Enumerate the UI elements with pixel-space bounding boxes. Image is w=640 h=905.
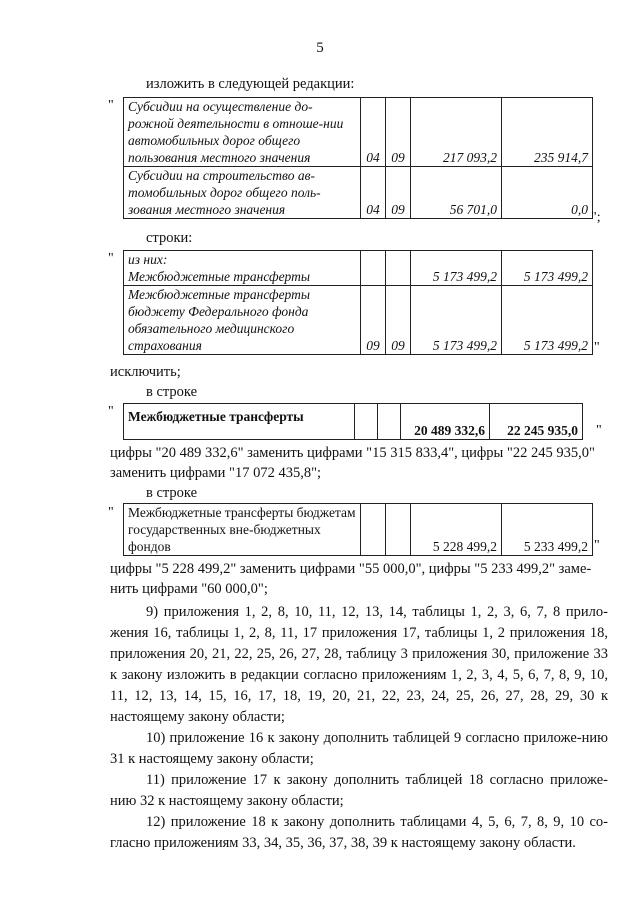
row-name-main: Межбюджетные трансферты <box>128 269 311 284</box>
table-transfers-total <box>123 403 583 440</box>
table-transfers <box>123 250 593 355</box>
row-value-1: 20 489 332,6 <box>401 404 490 440</box>
paragraph-9: 9) приложения 1, 2, 8, 10, 11, 12, 13, 14, таблицы 1, 2, 3, 6, 7, 8 прило-жения 16, таблицы 1, 2, 8, 11, 17 приложения 17, таблицы 1, 2 приложения 18, приложения 20, 21, 22, 25, 26, 27, 28, таблицу 3 приложения 30, приложение 33 к закону изложить в редакции согласно приложениям 1, 2, 3, 4, 5, 6, 7, 8, 9, 10, 11, 12, 13, 14, 15, 16, 17, 18, 19, 20, 21, 22, 23, 24, 25, 26, 27, 28, 29, 30 к настоящему закону области; <box>110 604 608 725</box>
row-name: Межбюджетные трансферты бюджету Федерального фонда обязательного медицинского страхования <box>124 286 361 355</box>
replace-text-1a: цифры "20 489 332,6" заменить цифрами "15 315 833,4", цифры "22 245 935,0" <box>110 445 595 461</box>
row-code-2: 09 <box>386 167 411 219</box>
table-row <box>124 504 593 556</box>
row-value-1: 5 173 499,2 <box>411 286 502 355</box>
page-number: 5 <box>316 40 324 56</box>
row-code-1: 04 <box>361 98 386 167</box>
table-row <box>124 167 593 219</box>
row-value-2: 22 245 935,0 <box>490 404 583 440</box>
quote-close-4: " <box>594 538 600 553</box>
in-row-label-1: в строке <box>146 384 198 400</box>
replace-text-2a: цифры "5 228 499,2" заменить цифрами "55 000,0", цифры "5 233 499,2" заме- <box>110 561 592 577</box>
row-name: Межбюджетные трансферты бюджетам государственных вне-бюджетных фондов <box>124 504 361 556</box>
quote-open-4: " <box>108 505 114 520</box>
quote-open-3: " <box>108 404 114 419</box>
row-name: Межбюджетные трансферты <box>124 404 355 440</box>
row-code-1 <box>361 504 386 556</box>
row-code-1: 09 <box>361 286 386 355</box>
row-code-1 <box>361 251 386 286</box>
strings-label: строки: <box>146 230 193 246</box>
table-row <box>124 251 593 286</box>
row-code-2 <box>378 404 401 440</box>
row-code-2: 09 <box>386 98 411 167</box>
replace-text-1b: заменить цифрами "17 072 435,8"; <box>110 465 322 481</box>
row-value-2: 0,0 <box>502 167 593 219</box>
row-value-1: 5 173 499,2 <box>411 251 502 286</box>
in-row-label-2: в строке <box>146 485 198 501</box>
table-extrabudget-transfers <box>123 503 593 556</box>
row-code-2 <box>386 504 411 556</box>
row-name <box>124 251 361 286</box>
row-name: Субсидии на строительство ав-томобильных дорог общего поль-зования местного значения <box>124 167 361 219</box>
paragraph-11: 11) приложение 17 к закону дополнить таблицей 18 согласно приложе-нию 32 к настоящему закону области; <box>110 772 608 809</box>
row-value-1: 217 093,2 <box>411 98 502 167</box>
row-code-1 <box>355 404 378 440</box>
row-value-2: 235 914,7 <box>502 98 593 167</box>
quote-open-1: " <box>108 98 114 113</box>
row-name-prefix: из них: <box>128 252 168 267</box>
paragraph-12: 12) приложение 18 к закону дополнить таблицами 4, 5, 6, 7, 8, 9, 10 со-гласно приложениям 33, 34, 35, 36, 37, 38, 39 к настоящему закону области. <box>110 814 608 851</box>
replace-text-2b: нить цифрами "60 000,0"; <box>110 581 268 597</box>
table-row <box>124 404 583 440</box>
row-value-2: 5 173 499,2 <box>502 286 593 355</box>
quote-close-3: " <box>596 423 602 438</box>
exclude-label: исключить; <box>110 364 181 380</box>
row-code-2: 09 <box>386 286 411 355</box>
table-road-subsidies <box>123 97 593 219</box>
table-row <box>124 286 593 355</box>
quote-close-1: "; <box>591 210 601 225</box>
intro-line: изложить в следующей редакции: <box>146 76 355 92</box>
row-value-1: 5 228 499,2 <box>411 504 502 556</box>
quote-close-2: " <box>594 340 600 355</box>
row-code-2 <box>386 251 411 286</box>
row-value-2: 5 173 499,2 <box>502 251 593 286</box>
row-value-2: 5 233 499,2 <box>502 504 593 556</box>
paragraph-10: 10) приложение 16 к закону дополнить таблицей 9 согласно приложе-нию 31 к настоящему закону области; <box>110 730 608 767</box>
row-code-1: 04 <box>361 167 386 219</box>
amendment-paragraphs <box>110 602 608 854</box>
table-row <box>124 98 593 167</box>
row-name: Субсидии на осуществление до-рожной деятельности в отноше-нии автомобильных дорог общего пользования местного значения <box>124 98 361 167</box>
row-value-1: 56 701,0 <box>411 167 502 219</box>
quote-open-2: " <box>108 251 114 266</box>
